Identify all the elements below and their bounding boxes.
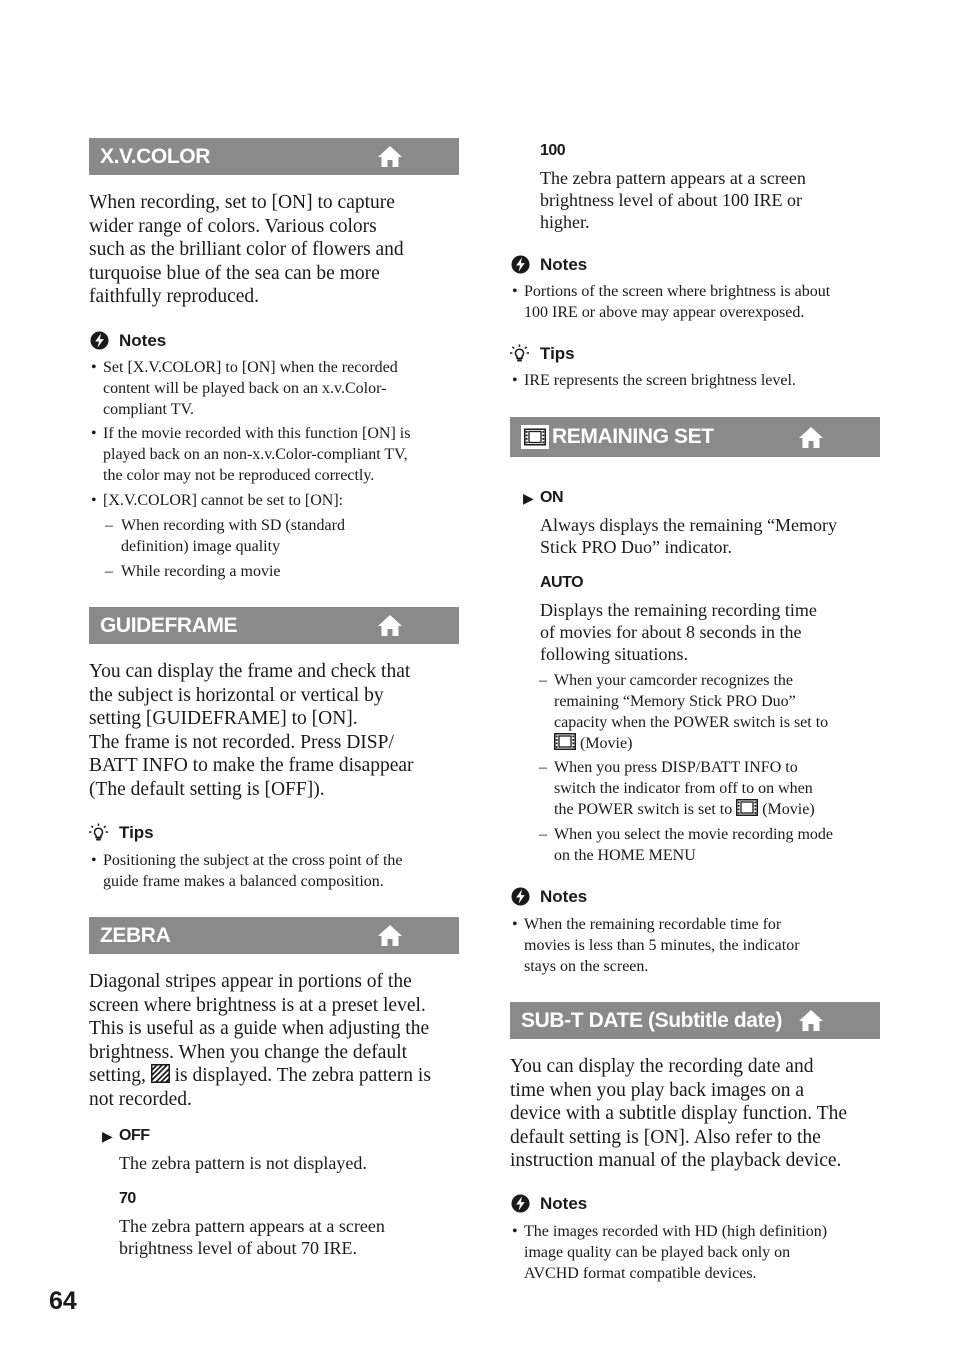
body-line: This is useful as a guide when adjusting the bbox=[89, 1018, 430, 1040]
home-icon[interactable] bbox=[377, 145, 403, 168]
body-line: device with a subtitle display function. The bbox=[510, 1103, 848, 1125]
zebra-option-70 bbox=[119, 1189, 136, 1209]
tip-line: Positioning the subject at the cross point of the bbox=[103, 852, 403, 869]
body-line: not recorded. bbox=[89, 1088, 192, 1110]
body-line: faithfully reproduced. bbox=[89, 286, 260, 308]
remaining-option-on bbox=[523, 488, 563, 508]
guideframe-title: GUIDEFRAME bbox=[100, 614, 238, 637]
body-line: turquoise blue of the sea can be more bbox=[89, 262, 380, 284]
movie-icon bbox=[554, 733, 576, 750]
body-line: (The default setting is [OFF]). bbox=[89, 778, 325, 800]
body-line: The frame is not recorded. Press DISP/ bbox=[89, 731, 394, 753]
home-icon[interactable] bbox=[798, 1009, 824, 1032]
option-description bbox=[540, 599, 817, 665]
tips-label: Tips bbox=[540, 344, 575, 363]
description-line: Always displays the remaining “Memory bbox=[540, 515, 837, 535]
zebra-title: ZEBRA bbox=[100, 924, 171, 947]
sub-line: When recording with SD (standard bbox=[121, 517, 345, 534]
xvcolor-title: X.V.COLOR bbox=[100, 145, 210, 168]
note-line: 100 IRE or above may appear overexposed. bbox=[524, 304, 805, 321]
bullet: • bbox=[512, 372, 518, 389]
notes-icon bbox=[511, 1194, 530, 1213]
sub-fragment: (Movie) bbox=[580, 735, 633, 752]
sub-fragment: the POWER switch is set to bbox=[554, 801, 733, 818]
notes-icon bbox=[511, 255, 530, 274]
note-line: Portions of the screen where brightness is about bbox=[524, 283, 831, 300]
description-line: The zebra pattern appears at a screen bbox=[540, 168, 806, 188]
tips-label: Tips bbox=[119, 823, 154, 842]
sub-line: When your camcorder recognizes the bbox=[554, 672, 793, 689]
description-line: following situations. bbox=[540, 644, 688, 664]
remaining-option-auto bbox=[540, 573, 583, 593]
zebra-option-off bbox=[102, 1126, 150, 1146]
dash: – bbox=[105, 517, 113, 534]
description-line: higher. bbox=[540, 212, 590, 232]
notes-label: Notes bbox=[540, 255, 588, 274]
description-line: The zebra pattern appears at a screen bbox=[119, 1216, 385, 1236]
note-line: Set [X.V.COLOR] to [ON] when the recorded bbox=[103, 359, 398, 376]
home-icon[interactable] bbox=[377, 924, 403, 947]
bullet: • bbox=[512, 283, 518, 300]
dash: – bbox=[539, 826, 547, 843]
body-line: screen where brightness is at a preset level. bbox=[89, 994, 426, 1016]
note-line: [X.V.COLOR] cannot be set to [ON]: bbox=[103, 492, 344, 509]
sub-line: remaining “Memory Stick PRO Duo” bbox=[554, 693, 796, 710]
notes-label: Notes bbox=[540, 887, 588, 906]
note-line: content will be played back on an x.v.Color- bbox=[103, 380, 387, 397]
tip-line: IRE represents the screen brightness level. bbox=[524, 372, 796, 389]
option-label: OFF bbox=[119, 1127, 150, 1144]
guideframe-heading-bar bbox=[89, 607, 459, 644]
body-line: You can display the recording date and bbox=[510, 1056, 814, 1077]
note-line: compliant TV. bbox=[103, 401, 194, 418]
subt-body bbox=[510, 1055, 847, 1173]
notes-icon bbox=[90, 331, 109, 350]
description-line: The zebra pattern is not displayed. bbox=[119, 1153, 367, 1173]
zebra-option-100 bbox=[540, 141, 565, 161]
option-label: 100 bbox=[540, 142, 566, 159]
body-line: wider range of colors. Various colors bbox=[89, 215, 377, 237]
remaining-heading-bar bbox=[510, 417, 880, 457]
default-marker-icon: ▶ bbox=[102, 1128, 113, 1144]
tip-line: guide frame makes a balanced composition. bbox=[103, 873, 384, 890]
subt-title: SUB-T DATE (Subtitle date) bbox=[521, 1009, 783, 1032]
bullet: • bbox=[91, 425, 97, 442]
dash: – bbox=[105, 563, 113, 580]
option-label: AUTO bbox=[540, 574, 584, 591]
option-label: 70 bbox=[119, 1190, 136, 1207]
default-marker-icon: ▶ bbox=[523, 490, 534, 506]
sub-line: on the HOME MENU bbox=[554, 847, 696, 864]
option-description bbox=[119, 1152, 367, 1174]
sub-line: When you press DISP/BATT INFO to bbox=[554, 759, 798, 776]
body-line bbox=[89, 1064, 431, 1088]
body-fragment: setting, bbox=[89, 1065, 146, 1087]
note-line: If the movie recorded with this function [ON] is bbox=[103, 425, 411, 442]
bullet: • bbox=[91, 492, 97, 509]
note-line: AVCHD format compatible devices. bbox=[524, 1265, 757, 1282]
sub-fragment: (Movie) bbox=[762, 801, 815, 818]
tips-icon bbox=[89, 823, 108, 842]
tips-icon bbox=[510, 344, 529, 363]
zebra-heading-bar bbox=[89, 917, 459, 954]
description-line: Stick PRO Duo” indicator. bbox=[540, 537, 732, 557]
body-fragment: is displayed. The zebra pattern is bbox=[174, 1065, 431, 1087]
body-line: brightness. When you change the default bbox=[89, 1041, 408, 1063]
sub-line bbox=[554, 799, 815, 820]
note-line: the color may not be reproduced correctly. bbox=[103, 467, 375, 484]
home-icon[interactable] bbox=[798, 426, 824, 449]
body-line: default setting is [ON]. Also refer to the bbox=[510, 1126, 821, 1148]
bullet: • bbox=[91, 852, 97, 869]
notes-label: Notes bbox=[540, 1194, 588, 1213]
body-line: the subject is horizontal or vertical by bbox=[89, 684, 384, 706]
option-label: ON bbox=[540, 489, 563, 506]
dash: – bbox=[539, 759, 547, 776]
notes-label: Notes bbox=[119, 331, 167, 350]
note-line: stays on the screen. bbox=[524, 958, 649, 975]
body-line: instruction manual of the playback device. bbox=[510, 1150, 842, 1172]
notes-icon bbox=[511, 887, 530, 906]
description-line: of movies for about 8 seconds in the bbox=[540, 622, 802, 642]
xvcolor-heading-bar bbox=[89, 138, 459, 175]
dash: – bbox=[539, 672, 547, 689]
body-line: setting [GUIDEFRAME] to [ON]. bbox=[89, 708, 358, 730]
sub-line: definition) image quality bbox=[121, 538, 281, 555]
option-description bbox=[119, 1215, 385, 1259]
guideframe-body bbox=[89, 660, 414, 802]
note-line: image quality can be played back only on bbox=[524, 1244, 791, 1261]
body-line: When recording, set to [ON] to capture bbox=[89, 192, 395, 213]
zebra-body bbox=[89, 970, 431, 1112]
sub-line: When you select the movie recording mode bbox=[554, 826, 834, 843]
body-line: BATT INFO to make the frame disappear bbox=[89, 755, 414, 777]
sub-line bbox=[554, 733, 828, 754]
movie-icon bbox=[521, 423, 549, 447]
note-line: played back on an non-x.v.Color-compliant TV, bbox=[103, 446, 408, 463]
description-line: Displays the remaining recording time bbox=[540, 600, 817, 620]
note-line: When the remaining recordable time for bbox=[524, 916, 782, 933]
page-number: 64 bbox=[49, 1287, 77, 1315]
body-line: Diagonal stripes appear in portions of the bbox=[89, 971, 412, 992]
remaining-title: REMAINING SET bbox=[552, 425, 714, 448]
note-line: movies is less than 5 minutes, the indicator bbox=[524, 937, 800, 954]
body-line: such as the brilliant color of flowers and bbox=[89, 239, 404, 261]
sub-line: capacity when the POWER switch is set to bbox=[554, 714, 829, 731]
description-line: brightness level of about 70 IRE. bbox=[119, 1238, 357, 1258]
movie-icon bbox=[736, 799, 758, 816]
home-icon[interactable] bbox=[377, 614, 403, 637]
option-description bbox=[540, 514, 837, 558]
xvcolor-body bbox=[89, 191, 404, 309]
body-line: time when you play back images on a bbox=[510, 1079, 805, 1101]
body-line: You can display the frame and check that bbox=[89, 661, 411, 682]
bullet: • bbox=[512, 916, 518, 933]
description-line: brightness level of about 100 IRE or bbox=[540, 190, 802, 210]
option-description bbox=[540, 167, 806, 233]
sub-line: switch the indicator from off to on when bbox=[554, 780, 813, 797]
sub-line: While recording a movie bbox=[121, 563, 281, 580]
bullet: • bbox=[91, 359, 97, 376]
note-line: The images recorded with HD (high definition) bbox=[524, 1223, 828, 1240]
zebra-icon bbox=[151, 1064, 170, 1083]
subt-heading-bar bbox=[510, 1002, 880, 1039]
bullet: • bbox=[512, 1223, 518, 1240]
